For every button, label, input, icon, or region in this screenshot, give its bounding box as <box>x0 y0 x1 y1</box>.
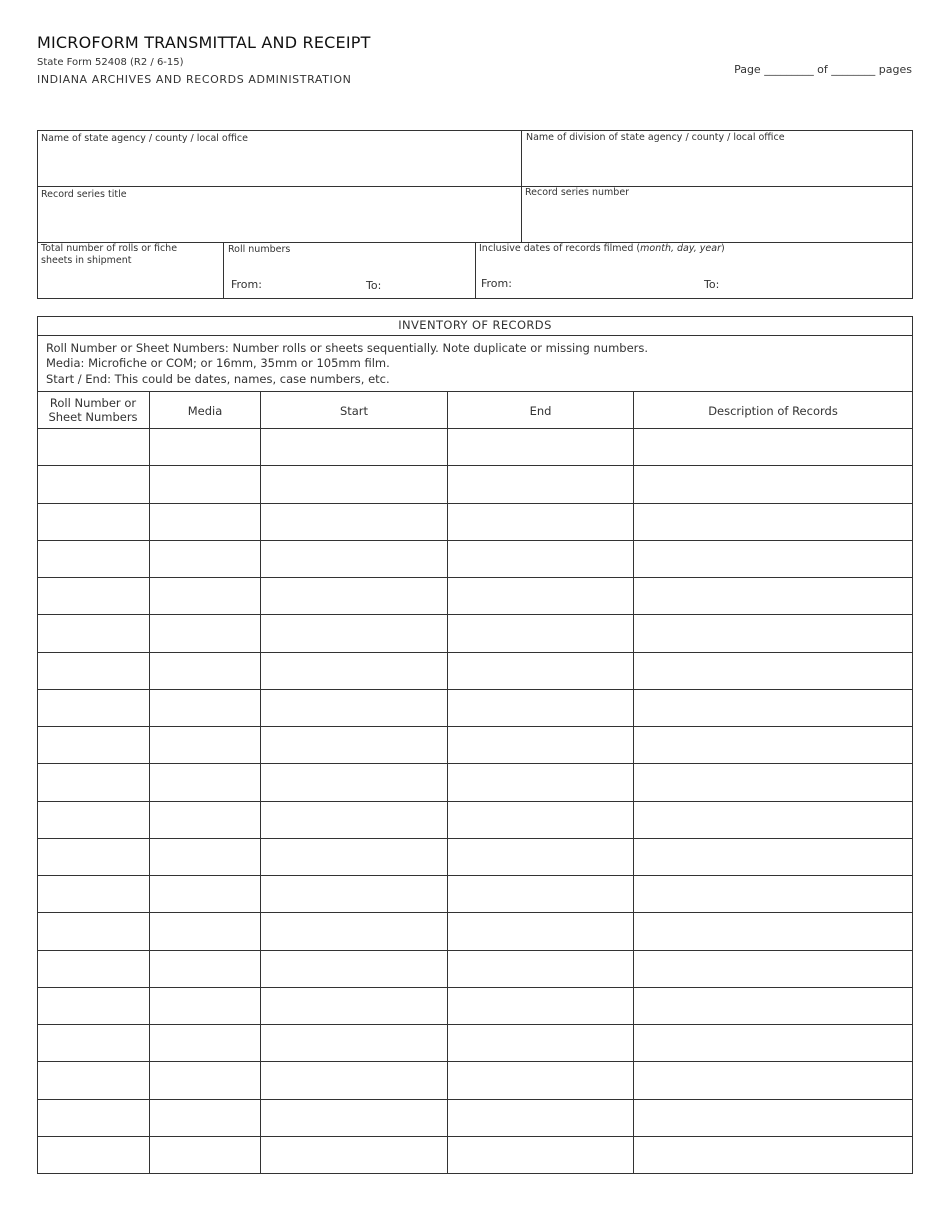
page-count-line[interactable]: Page _________ of ________ pages <box>734 63 912 76</box>
table-row[interactable] <box>38 504 912 540</box>
table-row[interactable] <box>38 1137 912 1173</box>
col-end: End <box>529 404 552 418</box>
table-row[interactable] <box>38 578 912 614</box>
instruction-start-end: Start / End: This could be dates, names, case numbers, etc. <box>46 372 390 386</box>
inclusive-dates-field[interactable] <box>479 243 725 255</box>
divider <box>37 391 913 392</box>
table-row[interactable] <box>38 690 912 726</box>
instruction-media: Media: Microfiche or COM; or 16mm, 35mm or 105mm film. <box>46 356 390 370</box>
col-roll-number: Roll Number or Sheet Numbers <box>48 396 138 424</box>
dates-close: ) <box>721 243 725 254</box>
table-row[interactable] <box>38 1025 912 1061</box>
divider <box>37 335 913 336</box>
dates-to-label: To: <box>704 278 720 291</box>
col-start: Start <box>339 404 369 418</box>
instruction-roll: Roll Number or Sheet Numbers: Number rolls or sheets sequentially. Note duplicate or missing numbers. <box>46 341 649 355</box>
divider <box>521 130 522 242</box>
table-row[interactable] <box>38 839 912 875</box>
agency-name: INDIANA ARCHIVES AND RECORDS ADMINISTRATION <box>37 73 352 86</box>
roll-to-label: To: <box>366 279 382 292</box>
table-row[interactable] <box>38 466 912 502</box>
table-row[interactable] <box>38 951 912 987</box>
dates-format: month, day, year <box>640 243 721 254</box>
table-row[interactable] <box>38 615 912 651</box>
table-row[interactable] <box>38 1062 912 1098</box>
agency-name-field[interactable]: Name of state agency / county / local office <box>41 133 248 144</box>
form-title: MICROFORM TRANSMITTAL AND RECEIPT <box>37 33 371 52</box>
dates-from-label: From: <box>481 277 512 290</box>
divider <box>475 242 476 299</box>
roll-numbers-field[interactable]: Roll numbers <box>228 244 291 255</box>
series-title-field[interactable]: Record series title <box>41 189 127 200</box>
table-row[interactable] <box>38 802 912 838</box>
table-row[interactable] <box>38 913 912 949</box>
dates-label: Inclusive dates of records filmed ( <box>479 243 641 254</box>
table-row[interactable] <box>38 764 912 800</box>
table-row[interactable] <box>38 1100 912 1136</box>
division-name-field[interactable]: Name of division of state agency / county / local office <box>526 132 785 143</box>
table-row[interactable] <box>38 988 912 1024</box>
col-media: Media <box>187 404 223 418</box>
roll-from-label: From: <box>231 278 262 291</box>
divider <box>37 186 913 187</box>
table-row[interactable] <box>38 541 912 577</box>
col-description: Description of Records <box>708 404 838 418</box>
table-row[interactable] <box>38 429 912 465</box>
divider <box>223 242 224 299</box>
form-number: State Form 52408 (R2 / 6-15) <box>37 57 184 68</box>
table-row[interactable] <box>38 653 912 689</box>
series-number-field[interactable]: Record series number <box>525 187 630 198</box>
inventory-title: INVENTORY OF RECORDS <box>398 318 552 332</box>
table-row[interactable] <box>38 727 912 763</box>
table-row[interactable] <box>38 876 912 912</box>
total-rolls-field[interactable]: Total number of rolls or fiche sheets in shipment <box>41 243 178 266</box>
